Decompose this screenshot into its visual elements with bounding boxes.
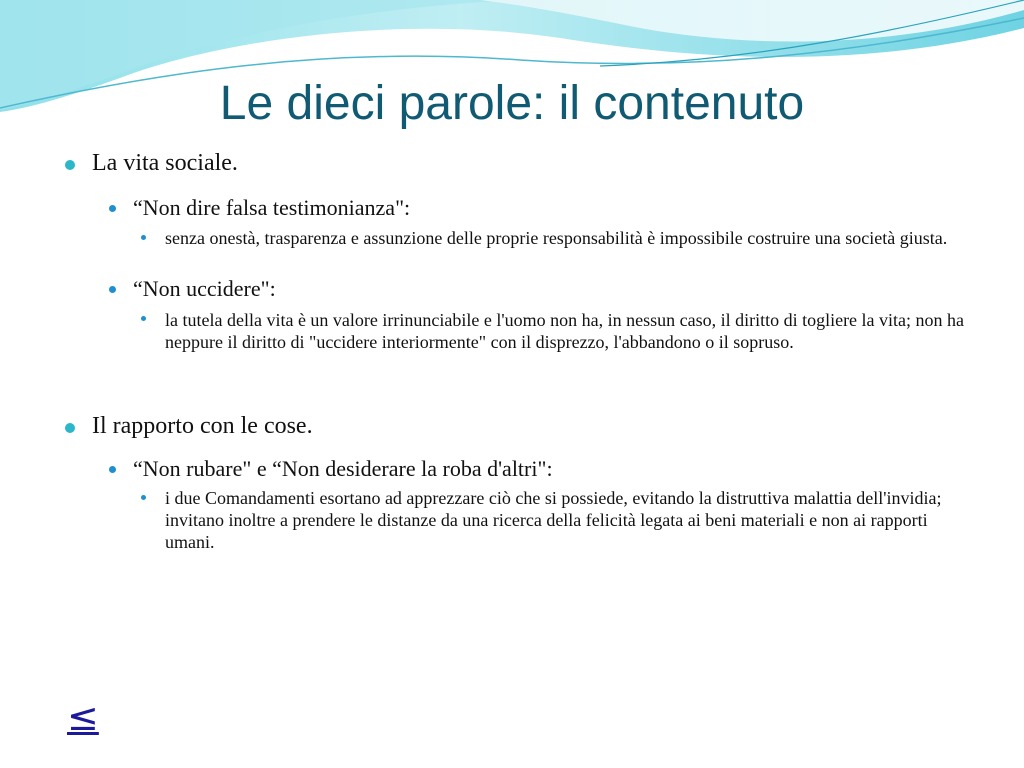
commandment-label: “Non uccidere": xyxy=(133,276,276,301)
bullet-icon xyxy=(109,205,116,212)
slide-title: Le dieci parole: il contenuto xyxy=(219,77,805,130)
commandment-detail: la tutela della vita è un valore irrinunciabile e l'uomo non ha, in nessun caso, il diritto di togliere la vita; non ha neppure il diritto di "uccidere interiormente" con il disprezzo, l'abbandono o il sopruso. xyxy=(165,310,965,352)
bullet-icon xyxy=(109,466,116,473)
section-heading: La vita sociale. xyxy=(92,150,238,176)
commandment-detail: senza onestà, trasparenza e assunzione delle proprie responsabilità è impossibile costruire una società giusta. xyxy=(165,228,948,248)
commandment-label: “Non dire falsa testimonianza": xyxy=(133,195,411,220)
bullet-icon xyxy=(141,495,146,500)
bullet-icon xyxy=(65,160,75,170)
section-heading: Il rapporto con le cose. xyxy=(92,413,313,439)
commandment-detail: i due Comandamenti esortano ad apprezzare ciò che si possiede, evitando la distruttiva malattia dell'invidia; invitano inoltre a prendere le distanze da una ricerca della felicità legata ai beni materiali e non ai rapporti umani. xyxy=(165,488,942,552)
commandment-label: “Non rubare" e “Non desiderare la roba d'altri": xyxy=(133,456,553,481)
bullet-icon xyxy=(141,235,146,240)
bullet-icon xyxy=(141,316,146,321)
bullet-icon xyxy=(65,423,75,433)
back-link[interactable]: ≤ xyxy=(67,695,99,739)
bullet-icon xyxy=(109,286,116,293)
